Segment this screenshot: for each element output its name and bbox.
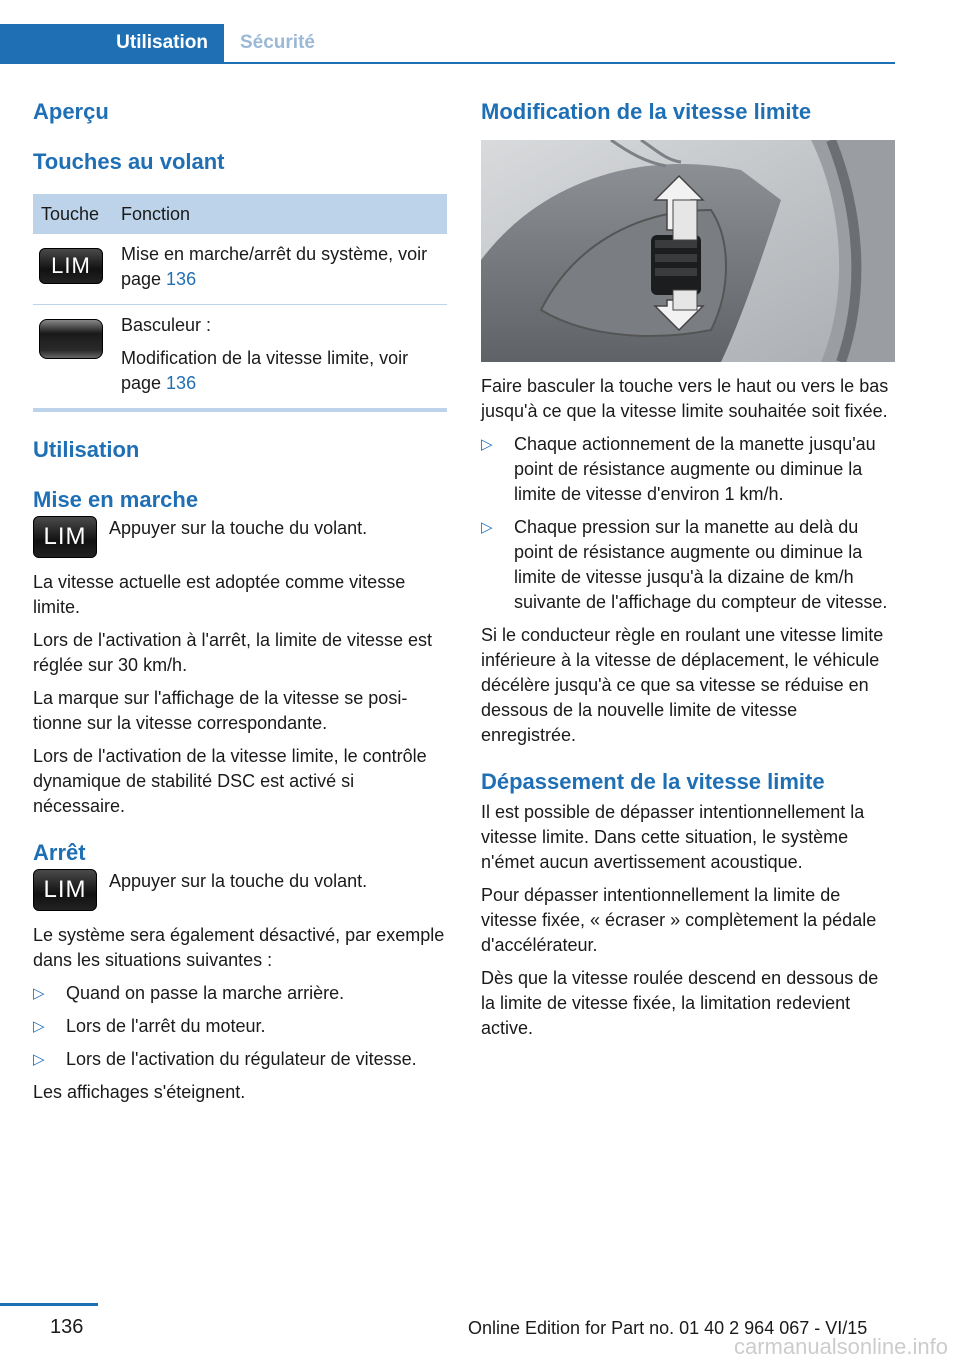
page-number: 136 [50,1316,84,1338]
row2-title: Basculeur : [121,315,212,335]
heading-depassement: Dépassement de la vitesse limite [481,769,825,794]
lim-button-icon: LIM [39,248,103,284]
heading-arret: Arrêt [33,840,86,865]
row1-text: Mise en marche/arrêt du système, voir page 136 [121,244,428,289]
table-row [33,234,447,305]
bullet-list [481,432,895,615]
table-row [33,305,447,408]
footer-rule [0,1303,98,1306]
heading-modification: Modification de la vitesse limite [481,99,812,124]
paragraph: Lors de l'activation de la vitesse limite, le contrôle dynamique de stabilité DSC est activé si nécessaire. [33,746,427,816]
mise-instruction: Appuyer sur la touche du volant. [109,518,368,538]
list-item: ▷ Chaque pression sur la manette au delà du point de résistance augmente ou diminue la limite de vitesse jusqu'à la dizaine de km/h suivante de l'affichage du compteur de vitesse. [481,515,895,615]
tab-utilisation[interactable]: Utilisation [0,24,224,62]
heading-touches: Touches au volant [33,149,225,174]
col-header-fonction: Fonction [121,204,191,224]
heading-utilisation: Utilisation [33,437,140,462]
header-tabs [0,24,895,64]
row2-text: Modification de la vitesse limite, voir page 136 [121,348,409,393]
paragraph: Pour dépasser intentionnellement la limite de vitesse fixée, « écraser » complètement la pédale d'accélérateur. [481,885,877,955]
page-link[interactable]: 136 [166,269,197,289]
col-header-touche: Touche [41,204,100,224]
arret-instruction: Appuyer sur la touche du volant. [109,871,368,891]
paragraph: Le système sera également désactivé, par exemple dans les situations suivantes : [33,925,445,970]
table-header [33,194,447,234]
paragraph: Dès que la vitesse roulée descend en dessous de la limite de vitesse fixée, la limitation redevient active. [481,968,879,1038]
paragraph: La marque sur l'affichage de la vitesse se positionne sur la vitesse correspondante. [33,688,408,733]
paragraph: Lors de l'activation à l'arrêt, la limite de vitesse est réglée sur 30 km/h. [33,630,433,675]
list-item: ▷ Quand on passe la marche arrière. [33,981,447,1006]
list-item: ▷ Lors de l'activation du régulateur de vitesse. [33,1047,447,1072]
rocker-switch-icon [39,319,103,359]
paragraph: Il est possible de dépasser intentionnellement la vitesse limite. Dans cette situation, le système n'émet aucun avertissement acoustique. [481,802,865,872]
steering-wheel-rocker-photo [481,140,895,362]
lim-button-icon: LIM [33,869,97,911]
paragraph: Faire basculer la touche vers le haut ou vers le bas jusqu'à ce que la vitesse limite souhaitée soit fixée. [481,376,889,421]
edition-text: Online Edition for Part no. 01 40 2 964 067 - VI/15 [468,1318,868,1338]
heading-mise-en-marche: Mise en marche [33,487,199,512]
keys-table [33,194,447,412]
page-link[interactable]: 136 [166,373,197,393]
paragraph: Si le conducteur règle en roulant une vitesse limite inférieure à la vitesse de déplacement, le véhicule décélère jusqu'à ce que sa vitesse se réduise en dessous de la nouvelle limite de vitesse enregistrée. [481,625,884,745]
lim-button-icon: LIM [33,516,97,558]
paragraph: Les affichages s'éteignent. [33,1082,246,1102]
heading-apercu: Aperçu [33,99,109,124]
watermark: carmanualsonline.info [733,1334,948,1359]
right-column [481,98,895,1041]
tab-securite[interactable]: Sécurité [240,32,315,53]
left-column [33,98,447,1105]
bullet-list [33,981,447,1072]
list-item: ▷ Chaque actionnement de la manette jusqu'au point de résistance augmente ou diminue la limite de vitesse d'environ 1 km/h. [481,432,895,507]
paragraph: La vitesse actuelle est adoptée comme vitesse limite. [33,572,406,617]
list-item: ▷ Lors de l'arrêt du moteur. [33,1014,447,1039]
